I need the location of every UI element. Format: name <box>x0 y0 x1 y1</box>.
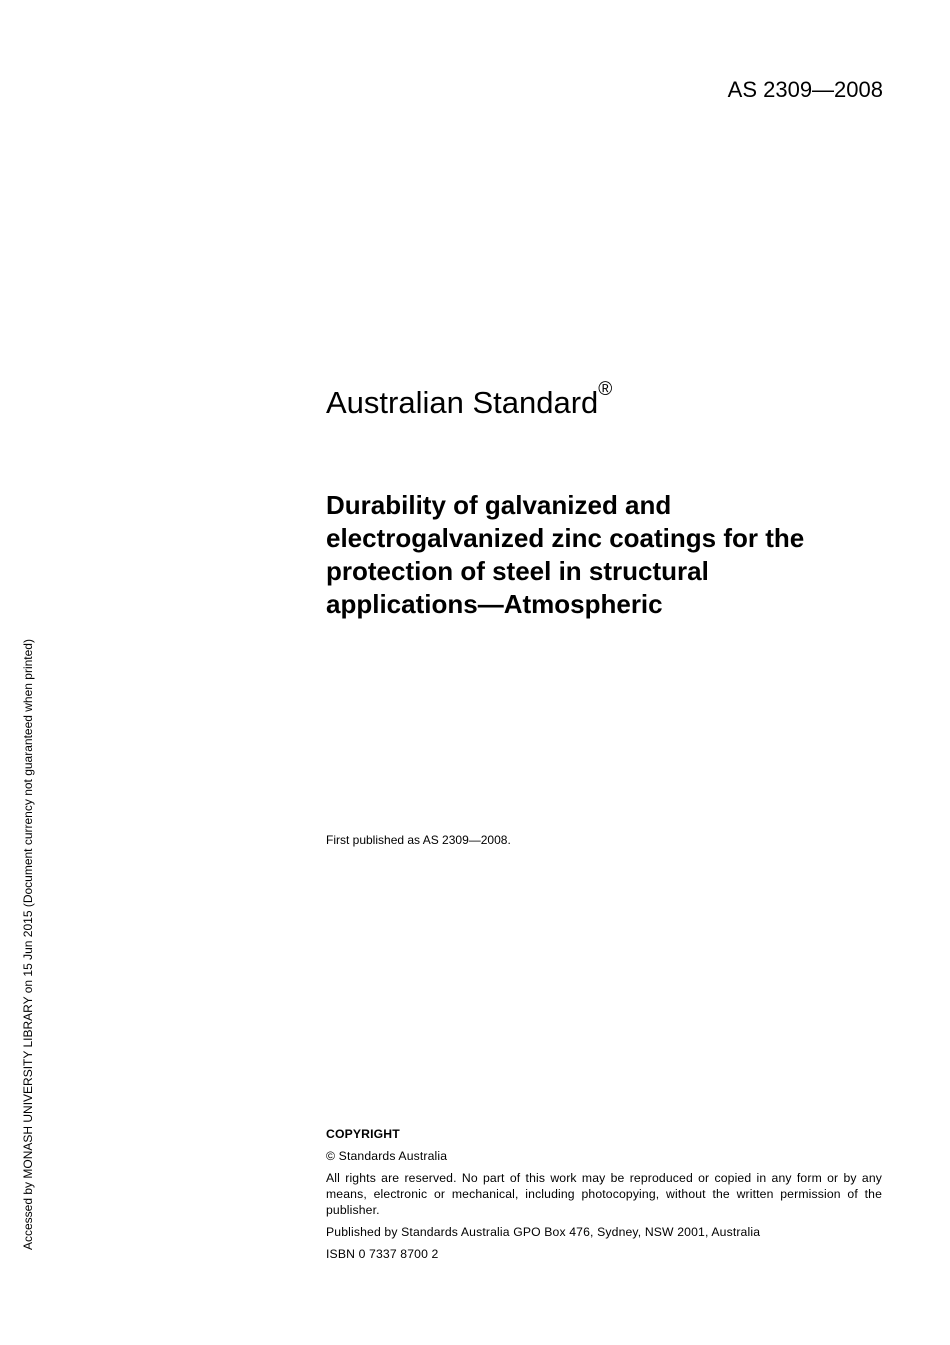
rights-statement: All rights are reserved. No part of this work may be reproduced or copied in any form or by any means, electronic or mechanical, including photocopying, without the written permission of the publisher. <box>326 1171 882 1217</box>
document-title <box>326 489 886 621</box>
copyright-heading: COPYRIGHT <box>326 1127 400 1141</box>
title-line: applications—Atmospheric <box>326 589 663 619</box>
title-line: Durability of galvanized and <box>326 490 672 520</box>
document-number: AS 2309—2008 <box>727 77 883 102</box>
access-watermark-note: Accessed by MONASH UNIVERSITY LIBRARY on 15 Jun 2015 (Document currency not guaranteed when printed) <box>21 639 35 1250</box>
first-published-note: First published as AS 2309—2008. <box>326 833 511 847</box>
isbn: ISBN 0 7337 8700 2 <box>326 1247 439 1261</box>
standard-label-text: Australian Standard <box>326 385 599 420</box>
copyright-holder: © Standards Australia <box>326 1149 448 1163</box>
title-line: electrogalvanized zinc coatings for the <box>326 523 805 553</box>
title-line: protection of steel in structural <box>326 556 709 586</box>
copyright-block <box>326 1126 882 1262</box>
standard-label <box>326 379 613 422</box>
publisher-address: Published by Standards Australia GPO Box 476, Sydney, NSW 2001, Australia <box>326 1225 761 1239</box>
registered-mark: ® <box>598 379 613 400</box>
